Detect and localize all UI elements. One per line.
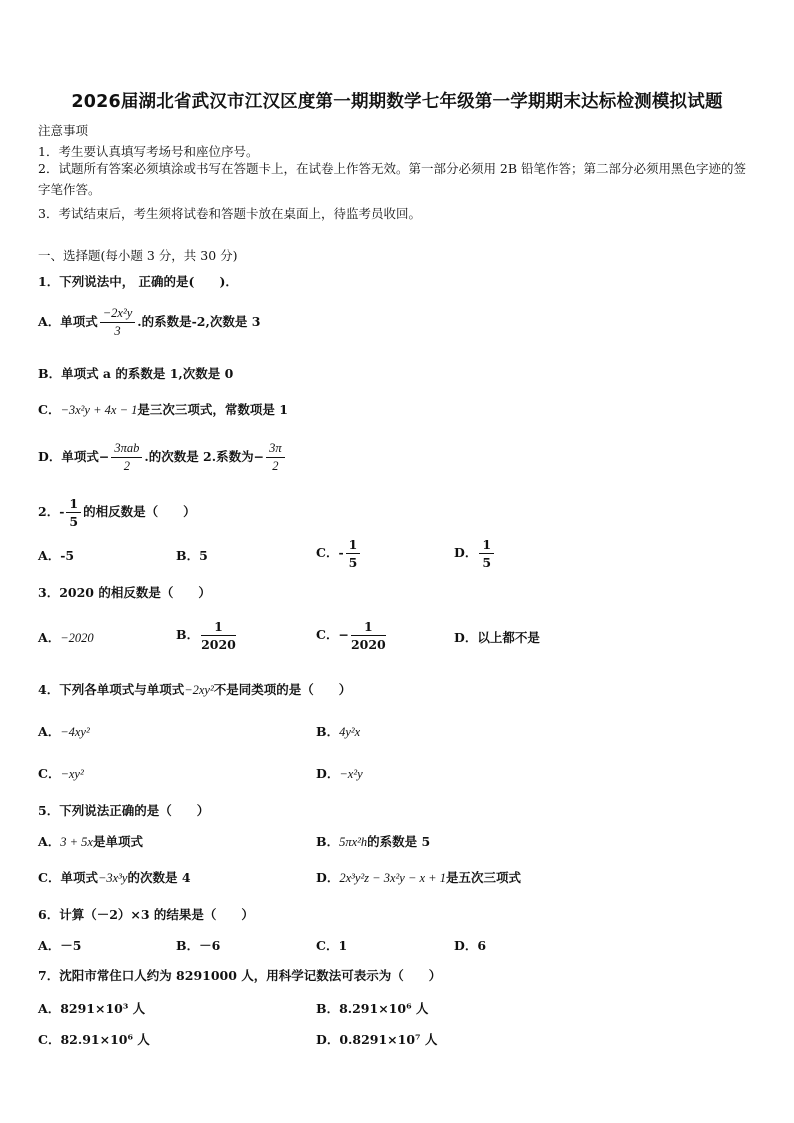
- q1-a-label: A．: [38, 314, 61, 329]
- q4-b-label: B．: [316, 724, 340, 739]
- q3-option-a: [38, 628, 94, 646]
- q3-option-c: [316, 618, 388, 653]
- q7-option-b: B．8.291×10⁶ 人: [316, 1001, 429, 1016]
- q3-c-fraction: [351, 618, 386, 653]
- q2-stem-denominator: 5: [69, 514, 79, 529]
- q7-option-c: C．82.91×10⁶ 人: [38, 1032, 150, 1047]
- q2-c-numerator: 1: [346, 536, 361, 554]
- q3-a-label: A．: [38, 630, 61, 645]
- q4-option-d: [316, 764, 363, 782]
- q1-a-pre: 单项式: [60, 314, 98, 329]
- q1-option-a: [38, 305, 260, 340]
- q5-b-post: 的系数是 5: [367, 834, 431, 849]
- q5-b-math: 5πx²h: [339, 835, 368, 849]
- q3-c-label: C．−: [316, 627, 349, 642]
- q1-c-post: 是三次三项式，常数项是 1: [137, 402, 288, 417]
- q2-stem-pre: 2．-: [38, 504, 65, 519]
- q1-a-numerator: −2x²y: [100, 305, 136, 323]
- q2-d-fraction: [479, 536, 494, 571]
- q4-c-label: C．: [38, 766, 61, 781]
- notice-item-1: 1．考生要认真填写考场号和座位序号。: [38, 144, 259, 159]
- q4-option-b: [316, 722, 360, 740]
- q3-option-d: D．以上都不是: [454, 630, 540, 645]
- q4-stem-pre: 4．下列各单项式与单项式: [38, 682, 185, 697]
- notice-heading: 注意事项: [38, 123, 89, 138]
- q2-c-denominator: 5: [348, 555, 358, 570]
- q1-d-denominator-2: 2: [272, 459, 279, 473]
- q3-c-numerator: 1: [351, 618, 386, 636]
- q3-b-fraction: [201, 618, 236, 653]
- q1-option-d: [38, 440, 287, 475]
- q4-a-label: A．: [38, 724, 61, 739]
- page-title: 2026届湖北省武汉市江汉区度第一期期数学七年级第一学期期末达标检测模拟试题: [71, 92, 723, 112]
- q5-a-label: A．: [38, 834, 61, 849]
- q3-b-label: B．: [176, 627, 200, 642]
- section-heading: 一、选择题(每小题 3 分，共 30 分): [38, 248, 238, 263]
- q1-d-label: D．: [38, 449, 62, 464]
- q5-stem: 5．下列说法正确的是（ ）: [38, 803, 210, 818]
- notice-item-3: 3．考试结束后，考生须将试卷和答题卡放在桌面上，待监考员收回。: [38, 206, 421, 221]
- q2-stem-post: 的相反数是（ ）: [83, 504, 196, 519]
- q5-a-post: 是单项式: [92, 834, 143, 849]
- q4-stem: [38, 680, 351, 698]
- q4-stem-math: −2xy²: [184, 683, 214, 697]
- notice-item-2: 2．试题所有答案必须填涂或书写在答题卡上，在试卷上作答无效。第一部分必须用 2B 铅笔作答；第二部分必须用黑色字迹的签字笔作答。: [38, 161, 747, 197]
- q2-stem-fraction: [66, 495, 81, 530]
- q5-option-d: [316, 868, 521, 886]
- q3-c-denominator: 2020: [350, 637, 386, 652]
- q5-option-a: [38, 832, 143, 850]
- q1-d-numerator-1: 3πab: [111, 440, 142, 458]
- q2-c-label: C．-: [316, 545, 344, 560]
- q3-a-math: −2020: [60, 631, 94, 645]
- q5-b-label: B．: [316, 834, 340, 849]
- q4-b-math: 4y²x: [339, 725, 361, 739]
- q5-d-label: D．: [316, 870, 340, 885]
- q1-d-fraction-2: [266, 440, 285, 475]
- q1-option-b: B．单项式 a 的系数是 1,次数是 0: [38, 366, 234, 381]
- q2-option-d: [454, 536, 496, 571]
- q1-option-c: [38, 400, 288, 418]
- q2-option-b: B．5: [176, 548, 208, 563]
- q5-option-b: [316, 832, 430, 850]
- q3-b-denominator: 2020: [201, 637, 236, 652]
- q4-option-a: [38, 722, 90, 740]
- q1-d-numerator-2: 3π: [266, 440, 285, 458]
- q7-option-d: D．0.8291×10⁷ 人: [316, 1032, 438, 1047]
- q6-option-c: C．1: [316, 938, 348, 953]
- q1-c-math: −3x²y + 4x − 1: [60, 403, 138, 417]
- q4-d-label: D．: [316, 766, 340, 781]
- q5-c-math: −3x³y: [97, 871, 128, 885]
- q1-a-denominator: 3: [114, 324, 121, 338]
- q3-option-b: [176, 618, 238, 653]
- q3-stem: 3．2020 的相反数是（ ）: [38, 585, 211, 600]
- q1-a-fraction: [100, 305, 136, 340]
- q1-c-label: C．: [38, 402, 61, 417]
- q4-a-math: −4xy²: [60, 725, 90, 739]
- q3-b-numerator: 1: [201, 618, 236, 636]
- q4-stem-post: 不是同类项的是（ ）: [213, 682, 352, 697]
- q5-c-label: C．单项式: [38, 870, 98, 885]
- q2-d-denominator: 5: [482, 555, 492, 570]
- q4-c-math: −xy²: [60, 767, 84, 781]
- q7-option-a: A．8291×10³ 人: [38, 1001, 146, 1016]
- q2-d-label: D．: [454, 545, 478, 560]
- q2-d-numerator: 1: [479, 536, 494, 554]
- q1-d-mid: .的次数是 2.系数为−: [144, 449, 265, 464]
- q2-option-a: A．-5: [38, 548, 75, 563]
- q5-d-post: 是五次三项式: [446, 870, 522, 885]
- q1-d-fraction-1: [111, 440, 142, 475]
- q6-option-a: A．－5: [38, 938, 82, 953]
- q7-stem: 7．沈阳市常住口人约为 8291000 人，用科学记数法可表示为（ ）: [38, 968, 442, 983]
- q2-option-c: [316, 536, 362, 571]
- q2-stem: [38, 495, 196, 530]
- q6-stem: 6．计算（－2）×3 的结果是（ ）: [38, 907, 254, 922]
- q1-a-post: .的系数是-2,次数是 3: [137, 314, 261, 329]
- q4-option-c: [38, 764, 84, 782]
- q1-d-pre: 单项式−: [61, 449, 110, 464]
- q5-option-c: [38, 868, 191, 886]
- q4-d-math: −x²y: [339, 767, 363, 781]
- q6-option-d: D．6: [454, 938, 487, 953]
- q5-c-post: 的次数是 4: [127, 870, 191, 885]
- q2-c-fraction: [346, 536, 361, 571]
- q1-stem: 1．下列说法中， 正确的是( )．: [38, 274, 238, 289]
- q5-a-math: 3 + 5x: [60, 835, 93, 849]
- q2-stem-numerator: 1: [66, 495, 81, 513]
- q5-d-math: 2x³y²z − 3x²y − x + 1: [339, 871, 446, 885]
- q6-option-b: B．－6: [176, 938, 221, 953]
- q1-d-denominator-1: 2: [123, 459, 130, 473]
